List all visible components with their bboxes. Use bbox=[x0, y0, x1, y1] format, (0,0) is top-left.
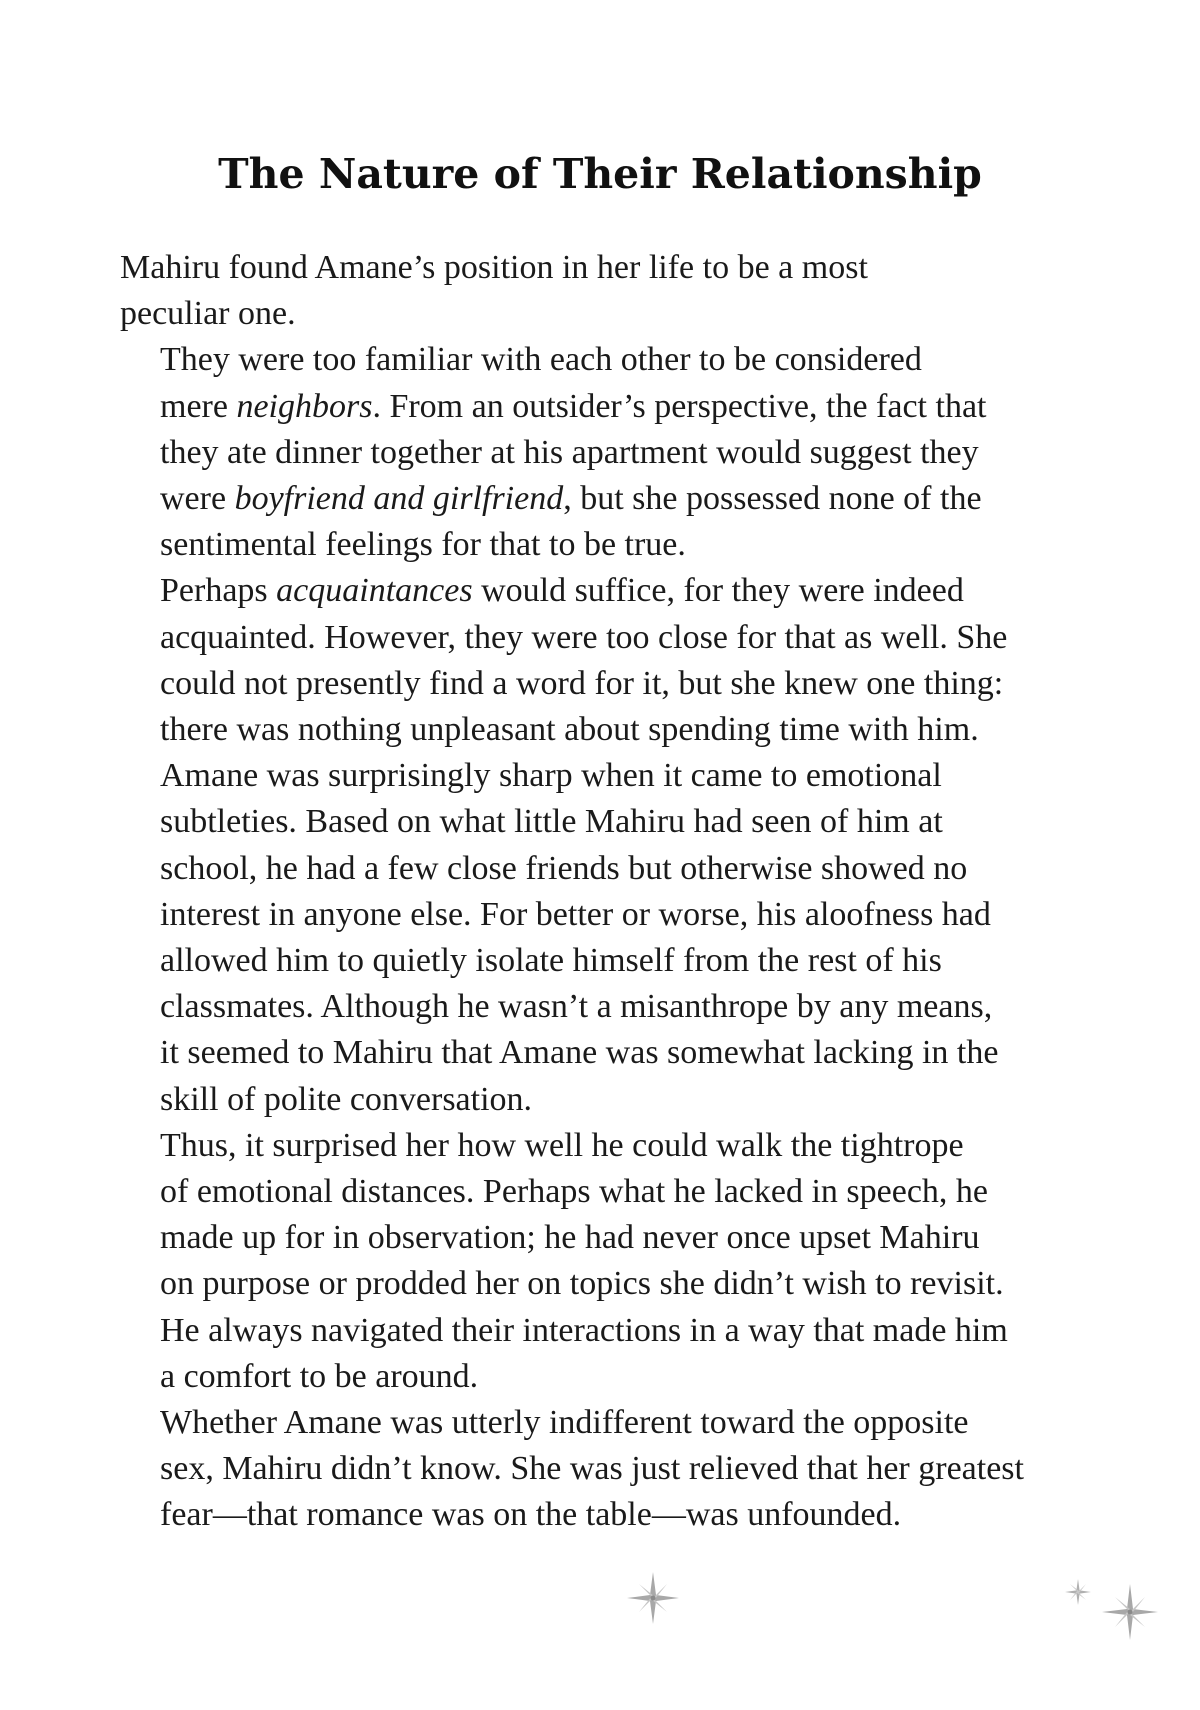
text-segment: , but she possessed none of the bbox=[563, 480, 982, 518]
text-segment: a comfort to be around. bbox=[160, 1357, 479, 1395]
text-line bbox=[120, 1077, 1085, 1123]
text-segment: classmates. Although he wasn’t a misanthrope by any means, bbox=[160, 988, 993, 1026]
text-line bbox=[120, 1400, 1085, 1446]
text-segment: . From an outsider’s perspective, the fact that bbox=[372, 387, 987, 425]
text-line bbox=[120, 1123, 1085, 1169]
text-segment: They were too familiar with each other to be considered bbox=[160, 341, 922, 379]
text-line bbox=[120, 568, 1085, 614]
text-segment: sex, Mahiru didn’t know. She was just relieved that her greatest bbox=[160, 1450, 1024, 1488]
text-line bbox=[120, 291, 1085, 337]
chapter-title: The Nature of Their Relationship bbox=[218, 150, 982, 198]
italic-term: acquaintances bbox=[276, 572, 473, 610]
text-segment: they ate dinner together at his apartment would suggest they bbox=[160, 433, 979, 471]
text-segment: there was nothing unpleasant about spending time with him. bbox=[160, 711, 979, 749]
chapter-body bbox=[120, 245, 1085, 1539]
text-line bbox=[120, 615, 1085, 661]
text-line bbox=[120, 707, 1085, 753]
text-segment: allowed him to quietly isolate himself from the rest of his bbox=[160, 942, 942, 980]
text-segment: acquainted. However, they were too close for that as well. She bbox=[160, 618, 1008, 656]
text-line bbox=[120, 1215, 1085, 1261]
text-line bbox=[120, 1308, 1085, 1354]
text-line bbox=[120, 753, 1085, 799]
text-line bbox=[120, 1030, 1085, 1076]
text-segment: made up for in observation; he had never once upset Mahiru bbox=[160, 1219, 980, 1257]
paragraph bbox=[120, 337, 1085, 568]
text-line bbox=[120, 984, 1085, 1030]
sparkle-star-icon bbox=[627, 1572, 679, 1624]
text-line bbox=[120, 1354, 1085, 1400]
text-line bbox=[120, 846, 1085, 892]
text-line bbox=[120, 337, 1085, 383]
paragraph bbox=[120, 1400, 1085, 1539]
italic-term: boyfriend and girlfriend bbox=[234, 480, 564, 518]
text-segment: could not presently find a word for it, but she knew one thing: bbox=[160, 664, 1004, 702]
text-line bbox=[120, 938, 1085, 984]
text-segment: school, he had a few close friends but otherwise showed no bbox=[160, 849, 968, 887]
paragraph bbox=[120, 568, 1085, 753]
text-line bbox=[120, 1169, 1085, 1215]
text-segment: subtleties. Based on what little Mahiru had seen of him at bbox=[160, 803, 943, 841]
text-line bbox=[120, 1261, 1085, 1307]
text-segment: skill of polite conversation. bbox=[160, 1080, 533, 1118]
text-line bbox=[120, 430, 1085, 476]
text-segment: peculiar one. bbox=[120, 295, 296, 333]
text-line bbox=[120, 799, 1085, 845]
paragraph bbox=[120, 245, 1085, 337]
paragraph bbox=[120, 753, 1085, 1123]
text-segment: would suffice, for they were indeed bbox=[472, 572, 964, 610]
text-segment: it seemed to Mahiru that Amane was somewhat lacking in the bbox=[160, 1034, 999, 1072]
text-line bbox=[120, 245, 1085, 291]
text-segment: Whether Amane was utterly indifferent toward the opposite bbox=[160, 1404, 969, 1442]
text-segment: of emotional distances. Perhaps what he lacked in speech, he bbox=[160, 1173, 989, 1211]
text-segment: He always navigated their interactions in a way that made him bbox=[160, 1311, 1008, 1349]
text-line bbox=[120, 1492, 1085, 1538]
sparkle-star-icon bbox=[1102, 1584, 1158, 1640]
text-line bbox=[120, 522, 1085, 568]
text-line bbox=[120, 1446, 1085, 1492]
text-segment: interest in anyone else. For better or worse, his aloofness had bbox=[160, 895, 991, 933]
text-segment: were bbox=[160, 480, 235, 518]
text-line bbox=[120, 384, 1085, 430]
paragraph bbox=[120, 1123, 1085, 1400]
text-segment: sentimental feelings for that to be true. bbox=[160, 526, 686, 564]
text-segment: mere bbox=[160, 387, 237, 425]
text-segment: Perhaps bbox=[160, 572, 277, 610]
text-segment: Amane was surprisingly sharp when it came to emotional bbox=[160, 757, 942, 795]
text-segment: fear—that romance was on the table—was unfounded. bbox=[160, 1496, 902, 1534]
text-line bbox=[120, 476, 1085, 522]
text-line bbox=[120, 892, 1085, 938]
text-segment: on purpose or prodded her on topics she didn’t wish to revisit. bbox=[160, 1265, 1004, 1303]
text-segment: Thus, it surprised her how well he could walk the tightrope bbox=[160, 1126, 964, 1164]
sparkle-star-icon bbox=[1065, 1579, 1091, 1605]
text-line bbox=[120, 661, 1085, 707]
italic-term: neighbors bbox=[236, 387, 373, 425]
text-segment: Mahiru found Amane’s position in her life to be a most bbox=[120, 249, 868, 286]
